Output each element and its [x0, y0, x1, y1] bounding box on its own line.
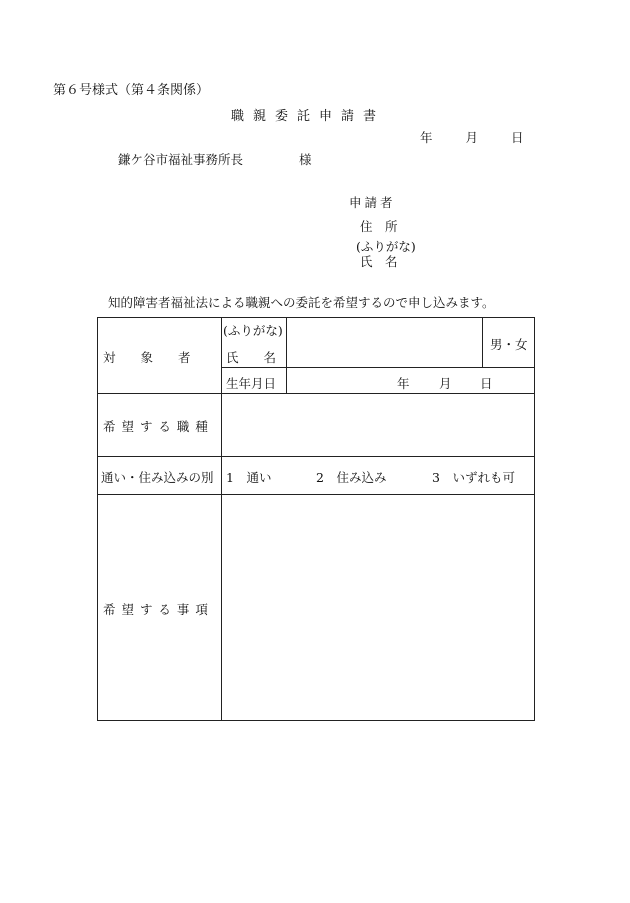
- birth-year: 年: [397, 376, 410, 391]
- desired-job-label: 希 望 す る 職 種: [103, 419, 209, 434]
- document-title: 職親委託申請書: [231, 109, 386, 124]
- application-date: [420, 128, 524, 146]
- gender-options[interactable]: 男・女: [490, 337, 528, 352]
- applicant-name-label: 氏 名: [360, 254, 398, 269]
- commute-option-1[interactable]: 1 通い: [226, 470, 272, 485]
- date-month: 月: [465, 130, 479, 145]
- date-year: 年: [420, 130, 433, 145]
- application-table: [97, 317, 535, 721]
- date-day: 日: [511, 130, 524, 145]
- applicant-furigana-label: (ふりがな): [356, 239, 416, 254]
- commute-option-2[interactable]: 2 住み込み: [316, 470, 387, 485]
- addressee: [118, 150, 312, 168]
- honorific: 様: [299, 152, 312, 167]
- birthdate-label: 生年月日: [226, 376, 277, 391]
- applicant-label: 申請者: [349, 195, 396, 210]
- birth-day: 日: [480, 376, 493, 391]
- row-divider: [98, 456, 534, 457]
- applicant-address-label: 住 所: [360, 219, 398, 234]
- subject-label: [103, 348, 217, 366]
- addressee-name: 鎌ケ谷市福祉事務所長: [118, 152, 244, 167]
- commute-option-3[interactable]: 3 いずれも可: [432, 470, 515, 485]
- birthdate-field[interactable]: [287, 368, 533, 392]
- desired-matters-label: 希 望 す る 事 項: [103, 602, 209, 617]
- commute-type-label: 通い・住み込みの別: [101, 470, 214, 485]
- column-divider: [482, 318, 483, 367]
- desired-job-field[interactable]: [222, 394, 533, 455]
- subject-label-text: 対 象 者: [103, 350, 191, 365]
- intro-text: 知的障害者福祉法による職親への委託を希望するので申し込みます。: [108, 295, 495, 310]
- birth-month: 月: [439, 376, 452, 391]
- name-field[interactable]: [287, 319, 481, 366]
- furigana-label: (ふりがな): [223, 323, 283, 338]
- name-label: 氏 名: [226, 350, 277, 365]
- form-number: 第６号様式（第４条関係）: [53, 83, 210, 98]
- desired-matters-field[interactable]: [222, 495, 533, 719]
